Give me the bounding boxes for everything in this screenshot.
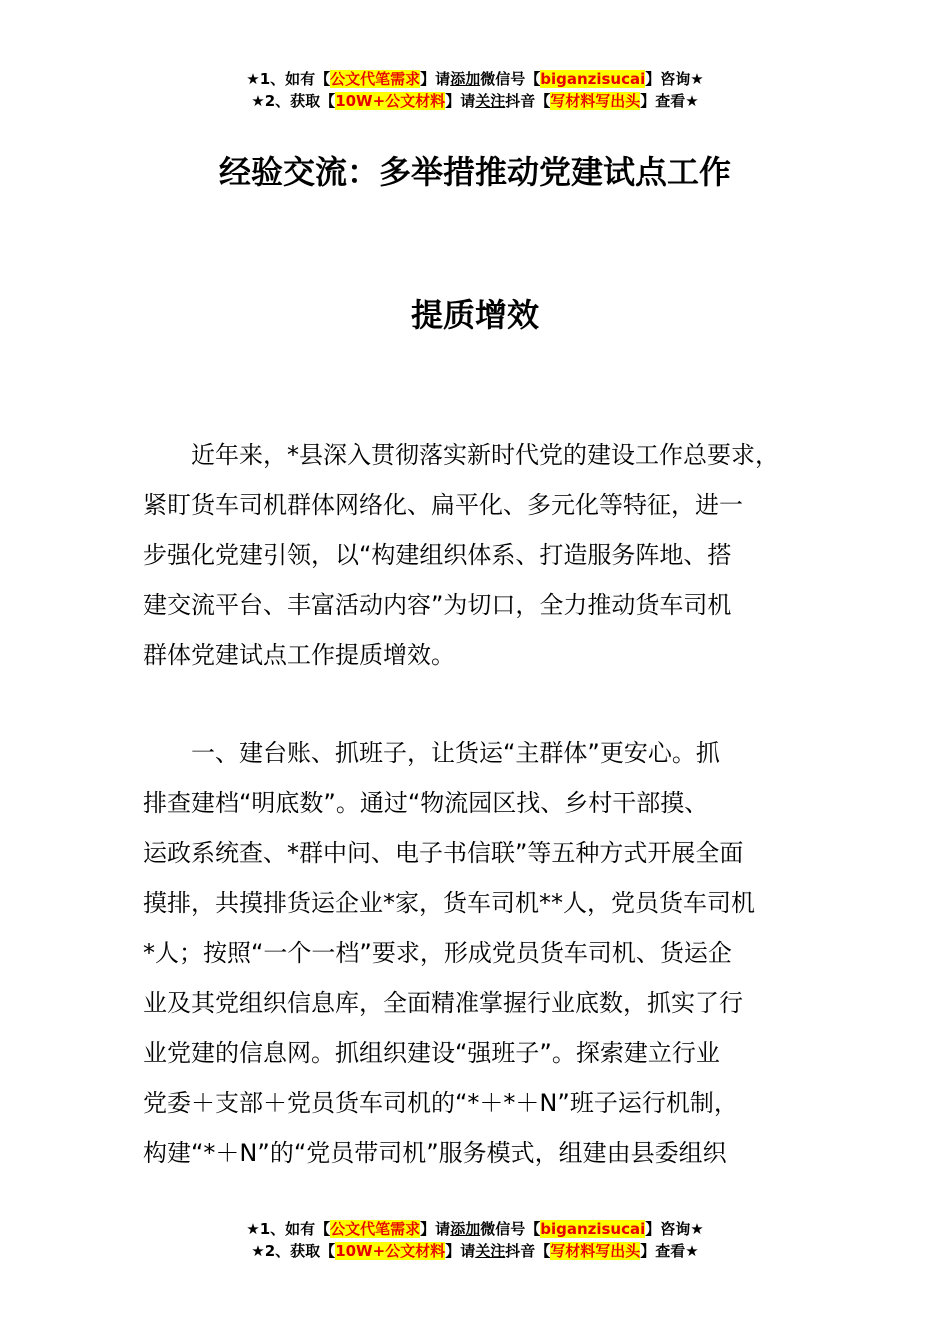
paragraph-section-1: [143, 728, 833, 1178]
highlight-wechat-id: biganzisucai: [540, 1220, 646, 1238]
highlight-materials: 10W+公文材料: [335, 1242, 446, 1260]
paragraph-intro: [143, 430, 833, 680]
underlined-text: 添加: [450, 1220, 481, 1238]
text-line: 运政系统查、*群中问、电子书信联”等五种方式开展全面: [143, 839, 744, 867]
banner-line-1: ★1、如有【公文代笔需求】请添加微信号【biganzisucai】咨询★: [246, 70, 704, 88]
highlight-douyin: 写材料写出头: [550, 92, 641, 110]
text-line: *人；按照“一个一档”要求，形成党员货车司机、货运企: [143, 939, 732, 967]
text-line: 紧盯货车司机群体网络化、扁平化、多元化等特征，进一: [143, 491, 743, 519]
highlight-materials: 10W+公文材料: [335, 92, 446, 110]
highlight-wechat-id: biganzisucai: [540, 70, 646, 88]
highlight-douyin: 写材料写出头: [550, 1242, 641, 1260]
header-banner: [0, 68, 950, 112]
footer-banner: [0, 1218, 950, 1262]
text-line: 排查建档“明底数”。通过“物流园区找、乡村干部摸、: [143, 789, 709, 817]
text-line: 业党建的信息网。抓组织建设“强班子”。探索建立行业: [143, 1039, 720, 1067]
text-line: 步强化党建引领，以“构建组织体系、打造服务阵地、搭: [143, 541, 732, 569]
banner-line-2: ★2、获取【10W+公文材料】请关注抖音【写材料写出头】查看★: [251, 92, 699, 110]
text-line: 摸排，共摸排货运企业*家，货车司机**人，党员货车司机: [143, 889, 755, 917]
underlined-text: 添加: [450, 70, 481, 88]
text-line: 建交流平台、丰富活动内容”为切口，全力推动货车司机: [143, 591, 732, 619]
document-title-line-2: 提质增效: [410, 296, 539, 334]
banner-line-1: ★1、如有【公文代笔需求】请添加微信号【biganzisucai】咨询★: [246, 1220, 704, 1238]
banner-line-2: ★2、获取【10W+公文材料】请关注抖音【写材料写出头】查看★: [251, 1242, 699, 1260]
underlined-text: 关注: [475, 92, 506, 110]
document-title-line-1: 经验交流：多举措推动党建试点工作: [218, 153, 731, 191]
underlined-text: 关注: [475, 1242, 506, 1260]
highlight-service: 公文代笔需求: [330, 1220, 421, 1238]
highlight-service: 公文代笔需求: [330, 70, 421, 88]
text-line: 业及其党组织信息库，全面精准掌握行业底数，抓实了行: [143, 989, 743, 1017]
text-line: 构建“*＋N”的“党员带司机”服务模式，组建由县委组织: [143, 1139, 727, 1167]
text-line: 近年来，*县深入贯彻落实新时代党的建设工作总要求，: [143, 441, 779, 469]
text-line: 党委＋支部＋党员货车司机的“*＋*＋N”班子运行机制，: [143, 1089, 738, 1117]
text-line: 群体党建试点工作提质增效。: [143, 641, 455, 669]
text-line: 一、建台账、抓班子，让货运“主群体”更安心。抓: [143, 739, 720, 767]
